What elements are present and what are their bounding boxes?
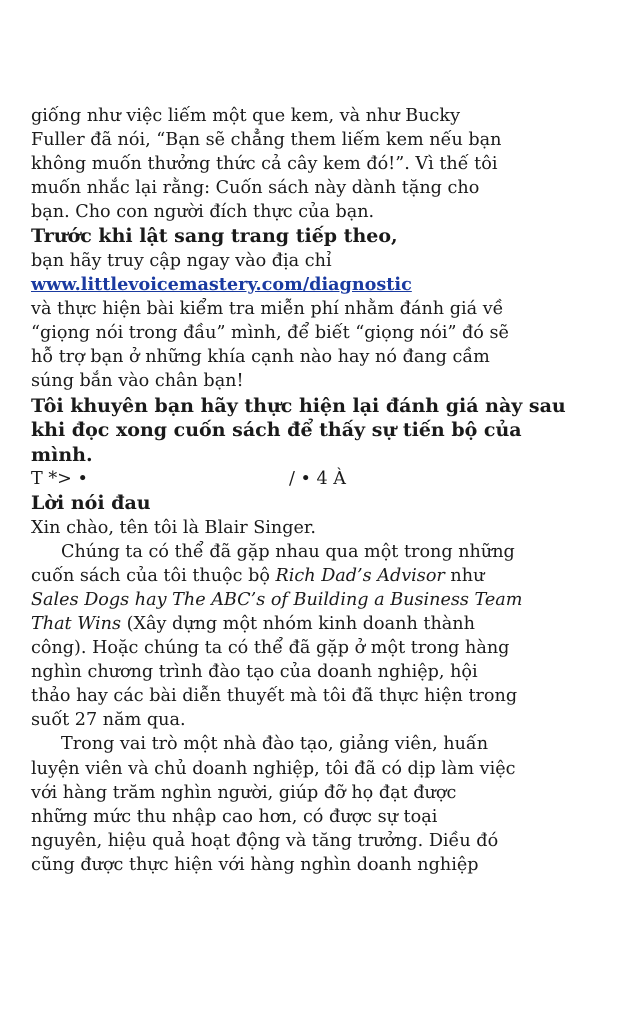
text-line: nguyên, hiệu quả hoạt động và tăng trưởng. Diều đó bbox=[31, 830, 499, 851]
book-page bbox=[31, 104, 591, 877]
text-line: “giọng nói trong đầu” mình, để biết “giọng nói” đó sẽ bbox=[31, 323, 509, 344]
text-line: luyện viên và chủ doanh nghiệp, tôi đã có dịp làm việc bbox=[31, 758, 516, 779]
advice-line: Tôi khuyên bạn hãy thực hiện lại đánh giá này sau bbox=[31, 394, 566, 417]
text-line: không muốn thưởng thức cả cây kem đó!”. Vì thế tôi bbox=[31, 154, 498, 175]
text-line bbox=[31, 588, 591, 612]
callout-block bbox=[31, 224, 591, 467]
text-line: Fuller đã nói, “Bạn sẽ chẳng them liếm kem nếu bạn bbox=[31, 130, 502, 151]
text-line: súng bắn vào chân bạn! bbox=[31, 371, 244, 392]
advice-line: mình. bbox=[31, 443, 93, 466]
preface-paragraph-1 bbox=[31, 540, 591, 733]
text-line: nghìn chương trình đào tạo của doanh nghiệp, hội bbox=[31, 662, 478, 683]
text-line: muốn nhắc lại rằng: Cuốn sách này dành tặng cho bbox=[31, 178, 480, 199]
book-series-title: Rich Dad’s Advisor bbox=[275, 565, 445, 586]
text-line: That Wins (Xây dựng một nhóm kinh doanh thành bbox=[31, 614, 475, 634]
preface-paragraph-2 bbox=[31, 732, 591, 877]
text-line: những mức thu nhập cao hơn, có được sự toại bbox=[31, 806, 438, 827]
book-title-end: That Wins bbox=[31, 614, 121, 634]
artifact-right-text: / • 4 À bbox=[289, 469, 346, 490]
text-line: công). Hoặc chúng ta có thể đã gặp ở một trong hàng bbox=[31, 638, 510, 659]
artifact-left-text: T *> • bbox=[31, 469, 88, 490]
greeting-line: Xin chào, tên tôi là Blair Singer. bbox=[31, 517, 316, 538]
text-line: hỗ trợ bạn ở những khía cạnh nào hay nó đang cầm bbox=[31, 347, 490, 368]
text-line: suốt 27 năm qua. bbox=[31, 710, 186, 731]
text-line: với hàng trăm nghìn người, giúp đỡ họ đạt được bbox=[31, 782, 457, 803]
advice-line: khi đọc xong cuốn sách để thấy sự tiến bộ của bbox=[31, 419, 522, 442]
text-line: thảo hay các bài diễn thuyết mà tôi đã thực hiện trong bbox=[31, 686, 518, 707]
section-heading: Lời nói đau bbox=[31, 492, 151, 515]
text-line: bạn hãy truy cập ngay vào địa chỉ bbox=[31, 250, 332, 271]
scan-artifact-line bbox=[31, 467, 591, 491]
text-line: Chúng ta có thể đã gặp nhau qua một trong những bbox=[61, 541, 515, 562]
text-line: và thực hiện bài kiểm tra miễn phí nhằm đánh giá về bbox=[31, 299, 504, 320]
text-line: cũng được thực hiện với hàng nghìn doanh nghiệp bbox=[31, 854, 479, 875]
text-line: cuốn sách của tôi thuộc bộ Rich Dad’s Advisor như bbox=[31, 565, 485, 586]
diagnostic-link[interactable]: www.littlevoicemastery.com/diagnostic bbox=[31, 274, 412, 296]
intro-paragraph bbox=[31, 104, 591, 224]
text-line: bạn. Cho con người đích thực của bạn. bbox=[31, 202, 375, 223]
text-line: Trong vai trò một nhà đào tạo, giảng viên, huấn bbox=[61, 734, 489, 755]
callout-heading: Trước khi lật sang trang tiếp theo, bbox=[31, 225, 398, 248]
preface-section bbox=[31, 491, 591, 877]
text-line: giống như việc liếm một que kem, và như Bucky bbox=[31, 106, 461, 126]
book-titles: Sales Dogs hay The ABC’s of Building a Business Team bbox=[31, 589, 523, 610]
